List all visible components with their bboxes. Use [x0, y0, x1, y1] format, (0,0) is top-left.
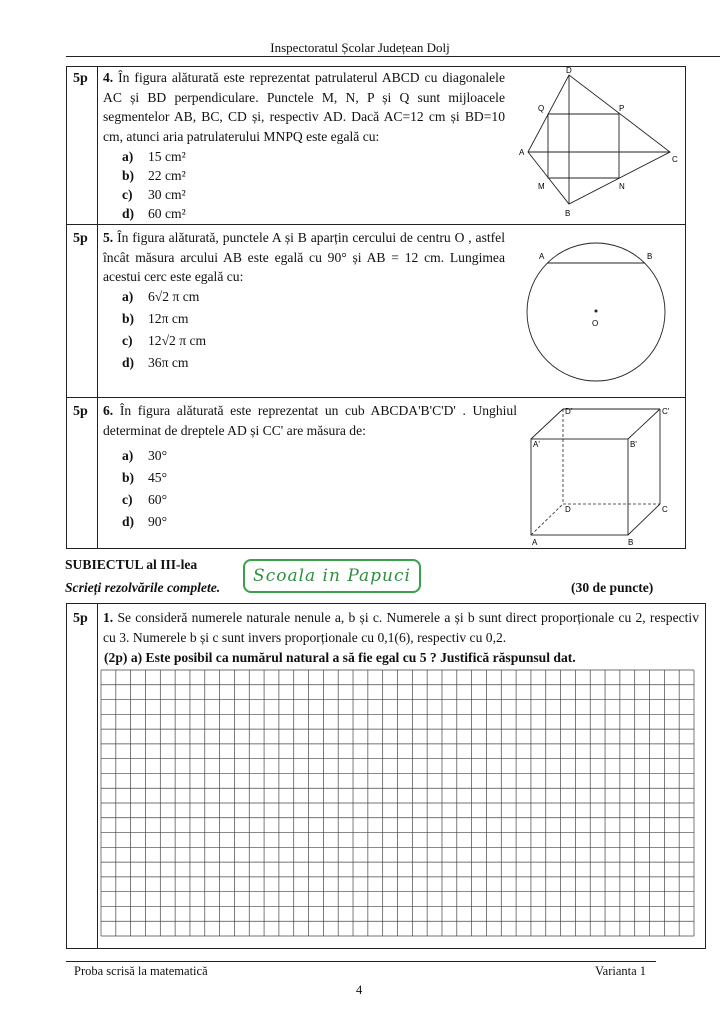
- table-border-right: [685, 66, 686, 548]
- label-B: B: [647, 252, 653, 261]
- footer-rule: [66, 961, 656, 962]
- q6-statement: În figura alăturată este reprezentat un cub ABCDA'B'C'D' . Unghiul determinat de dreptele AD și CC' are măsura de:: [103, 403, 518, 438]
- q4-option-c[interactable]: c) 30 cm²: [122, 187, 186, 202]
- q4-option-a[interactable]: a) 15 cm²: [122, 149, 186, 164]
- footer-left: Proba scrisă la matematică: [74, 964, 208, 978]
- section-subtitle: Scrieți rezolvările complete.: [65, 580, 221, 595]
- section-points: (30 de puncte): [571, 580, 654, 595]
- footer-right: Varianta 1: [595, 964, 647, 978]
- label-P: P: [619, 104, 625, 113]
- label-A: A: [532, 538, 538, 547]
- q1-number: 1.: [103, 610, 114, 625]
- answer-table-top: [66, 603, 706, 604]
- q5-option-a[interactable]: a) 6√2 π cm: [122, 289, 200, 304]
- section-title: SUBIECTUL al III-lea: [65, 557, 198, 572]
- label-A: A: [539, 252, 545, 261]
- q4-figure-quadrilateral: [514, 66, 685, 224]
- q4-option-d[interactable]: d) 60 cm²: [122, 206, 186, 221]
- label-D: D: [565, 505, 571, 514]
- answer-table-bottom: [66, 948, 706, 949]
- q5-points: 5p: [73, 231, 88, 246]
- q4-number: 4.: [103, 70, 114, 85]
- q5-number: 5.: [103, 230, 114, 245]
- label-C: C: [662, 505, 668, 514]
- page-number: 4: [356, 983, 363, 997]
- label-C: C: [672, 155, 678, 164]
- q6-figure-cube: [520, 400, 685, 548]
- answer-grid[interactable]: [100, 669, 696, 944]
- q4-options: [122, 149, 186, 225]
- answer-table-right: [705, 603, 706, 948]
- label-Q: Q: [538, 104, 545, 113]
- table-border-bottom: [66, 548, 686, 549]
- points-column-divider: [97, 66, 98, 548]
- answer-table-left: [66, 603, 67, 948]
- q1-statement: Se consideră numerele naturale nenule a, b și c. Numerele a și b sunt direct proporționale cu 2, respectiv cu 3. Numerele b și c sunt invers proporționale cu 0,1(6), respectiv cu 0,2.: [103, 610, 699, 645]
- q1a-statement: a) Este posibil ca numărul natural a să fie egal cu 5 ? Justifică răspunsul dat.: [130, 650, 576, 665]
- label-B: B: [628, 538, 634, 547]
- q1a-points: (2p): [104, 650, 128, 665]
- label-A: A: [519, 148, 525, 157]
- page-header: Inspectoratul Școlar Județean Dolj: [270, 40, 450, 55]
- q6-text: [103, 401, 517, 440]
- q6-option-a[interactable]: a) 30°: [122, 448, 168, 463]
- q4-statement: În figura alăturată este reprezentat patrulaterul ABCD cu diagonalele AC și BD perpendiculare. Punctele M, N, P și Q sunt mijloacele segmentelor AB, BC, CD și, respectiv AD. Dacă AC=12 cm și BD=10 cm, atunci aria patrulaterului MNPQ este egală cu:: [103, 70, 505, 144]
- label-M: M: [538, 182, 545, 191]
- q5-option-b[interactable]: b) 12π cm: [122, 311, 189, 326]
- q6-option-d[interactable]: d) 90°: [122, 514, 168, 529]
- answer-points-divider: [97, 603, 98, 948]
- label-A1: A': [533, 440, 540, 449]
- q4-option-b[interactable]: b) 22 cm²: [122, 168, 186, 183]
- label-B1: B': [630, 440, 637, 449]
- q6-option-b[interactable]: b) 45°: [122, 470, 168, 485]
- q5-figure-circle: [514, 232, 685, 397]
- q1a-text: [104, 648, 700, 668]
- q6-option-c[interactable]: c) 60°: [122, 492, 168, 507]
- table-border-left: [66, 66, 67, 548]
- q5-statement: În figura alăturată, punctele A și B aparțin cercului de centru O , astfel încât măsura arcului AB este egală cu 90° și AB = 12 cm. Lungimea acestui cerc este egală cu:: [103, 230, 505, 284]
- q6-options: [122, 448, 167, 536]
- q4-points: 5p: [73, 71, 88, 86]
- label-O: O: [592, 319, 599, 328]
- label-N: N: [619, 182, 625, 191]
- row-divider-5-6: [66, 397, 686, 398]
- q1-text: [103, 608, 699, 647]
- q6-points: 5p: [73, 404, 88, 419]
- label-D1: D': [565, 407, 573, 416]
- q5-option-c[interactable]: c) 12√2 π cm: [122, 333, 207, 348]
- label-D: D: [566, 66, 572, 75]
- q5-options: [122, 289, 206, 377]
- header-rule: [66, 56, 720, 57]
- q5-text: [103, 228, 505, 287]
- school-stamp-logo: Scoala in Papuci: [243, 559, 421, 593]
- label-C1: C': [662, 407, 670, 416]
- q1-points: 5p: [73, 611, 88, 626]
- q6-number: 6.: [103, 403, 114, 418]
- q4-text: [103, 68, 505, 146]
- q5-option-d[interactable]: d) 36π cm: [122, 355, 189, 370]
- label-B: B: [565, 209, 571, 218]
